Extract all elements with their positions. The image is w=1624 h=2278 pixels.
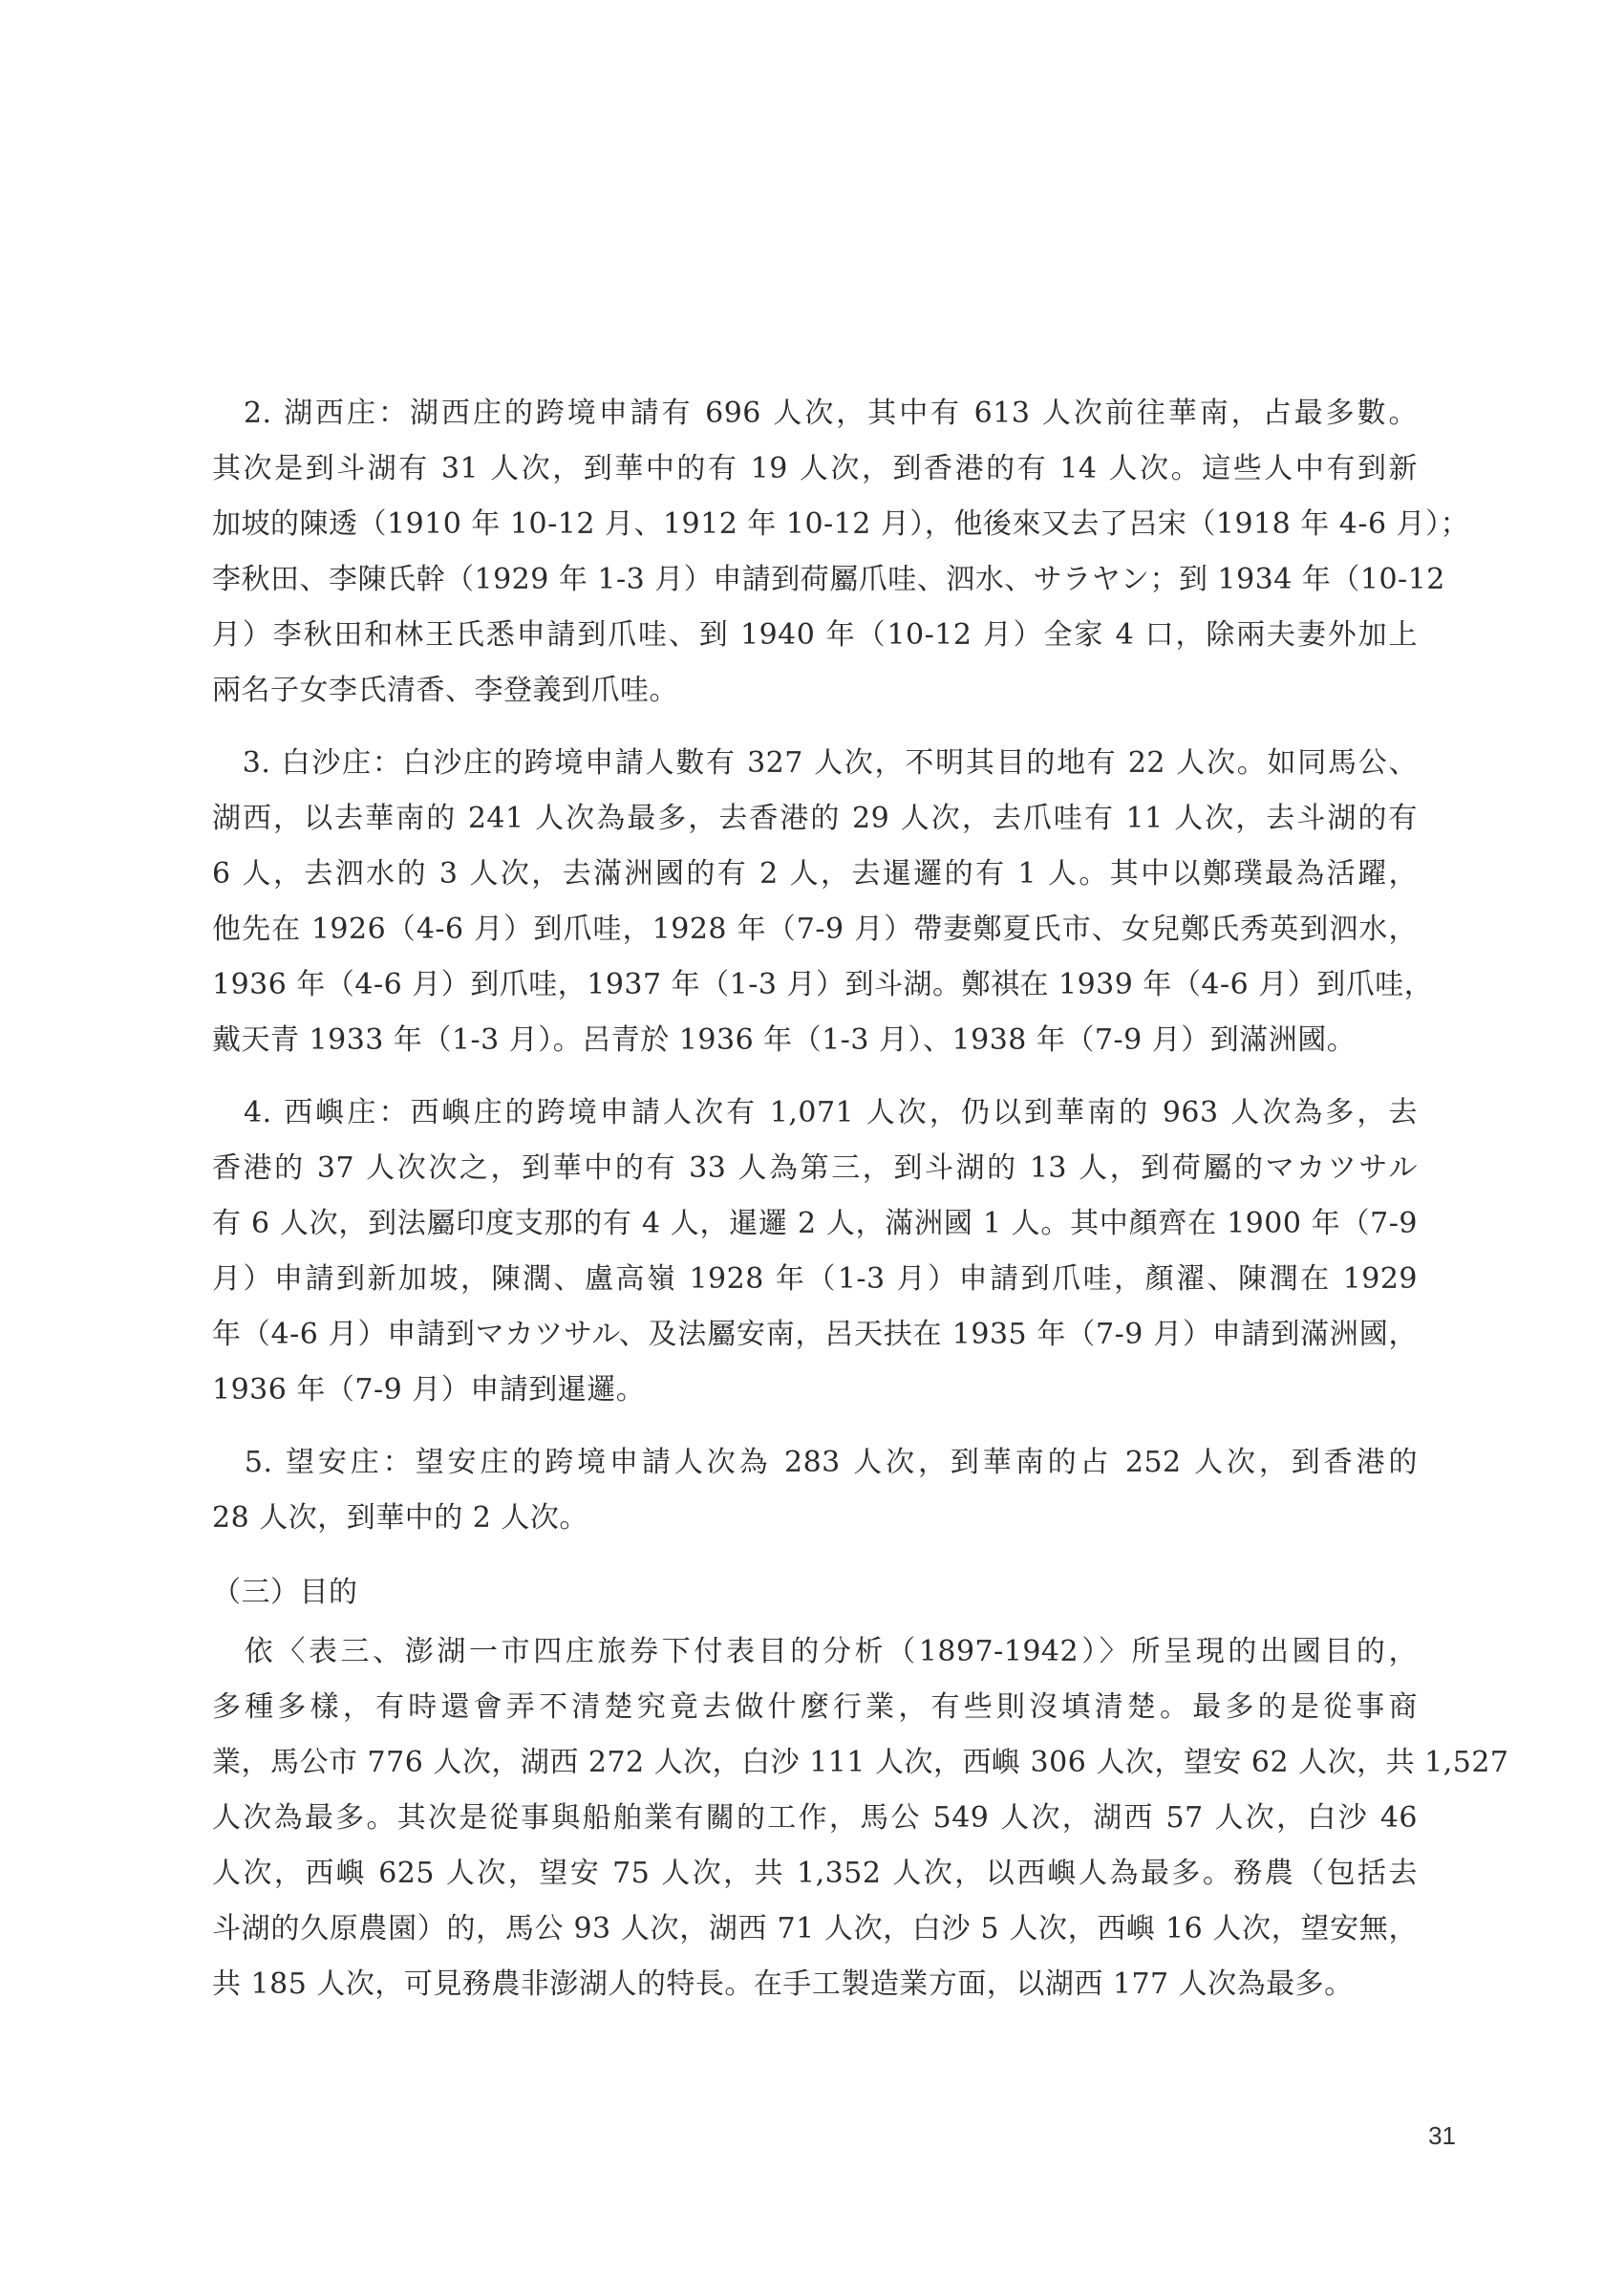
text-line: 加坡的陳透（1910 年 10-12 月、1912 年 10-12 月），他後來又去了呂宋（1918 年 4-6 月）； bbox=[212, 507, 1470, 541]
page-number: 31 bbox=[1428, 2121, 1456, 2150]
paragraph-baisha bbox=[212, 736, 1434, 1068]
text-line: 4. 西嶼庄：西嶼庄的跨境申請人次有 1,071 人次，仍以到華南的 963 人次為多，去 bbox=[212, 1096, 1418, 1129]
text-line: 業，馬公市 776 人次，湖西 272 人次，白沙 111 人次，西嶼 306 人次，望安 62 人次，共 1,527 bbox=[212, 1746, 1509, 1779]
text-line: 有 6 人次，到法屬印度支那的有 4 人，暹邏 2 人，滿洲國 1 人。其中顏齊在 1900 年（7-9 bbox=[212, 1207, 1418, 1240]
paragraph-xiyu bbox=[212, 1085, 1418, 1418]
text-line: 戴天青 1933 年（1-3 月）。呂青於 1936 年（1-3 月）、1938 年（7-9 月）到滿洲國。 bbox=[212, 1023, 1357, 1057]
text-line: 月）李秋田和林王氏悉申請到爪哇、到 1940 年（10-12 月）全家 4 口，除兩夫妻外加上 bbox=[212, 618, 1418, 652]
section-heading: （三）目的 bbox=[212, 1576, 358, 1609]
text-line: 依〈表三、澎湖一市四庄旅券下付表目的分析（1897-1942）〉所呈現的出國目的， bbox=[212, 1635, 1418, 1668]
text-line: 他先在 1926（4-6 月）到爪哇，1928 年（7-9 月）帶妻鄭夏氏市、女兒鄭氏秀英到泗水， bbox=[212, 913, 1418, 946]
text-line: 其次是到斗湖有 31 人次，到華中的有 19 人次，到香港的有 14 人次。這些人中有到新 bbox=[212, 452, 1418, 485]
body-text bbox=[212, 386, 1509, 2012]
text-line: 香港的 37 人次次之，到華中的有 33 人為第三，到斗湖的 13 人，到荷屬的マカツサル bbox=[212, 1151, 1418, 1185]
text-line: 1936 年（7-9 月）申請到暹邏。 bbox=[212, 1373, 646, 1407]
text-line: 人次為最多。其次是從事與船舶業有關的工作，馬公 549 人次，湖西 57 人次，白沙 46 bbox=[212, 1801, 1418, 1835]
text-line: 兩名子女李氏清香、李登義到爪哇。 bbox=[212, 674, 678, 707]
paragraph-huxi bbox=[212, 386, 1470, 719]
text-line: 月）申請到新加坡，陳濶、盧高嶺 1928 年（1-3 月）申請到爪哇，顏濯、陳潤在 1929 bbox=[212, 1262, 1418, 1296]
text-line: 6 人，去泗水的 3 人次，去滿洲國的有 2 人，去暹邏的有 1 人。其中以鄭璞最為活躍， bbox=[212, 857, 1418, 891]
text-line: 2. 湖西庄：湖西庄的跨境申請有 696 人次，其中有 613 人次前往華南，占最多數。 bbox=[212, 397, 1418, 430]
text-line: 年（4-6 月）申請到マカツサル、及法屬安南，呂天扶在 1935 年（7-9 月）申請到滿洲國， bbox=[212, 1318, 1418, 1351]
text-line: 1936 年（4-6 月）到爪哇，1937 年（1-3 月）到斗湖。鄭祺在 1939 年（4-6 月）到爪哇， bbox=[212, 968, 1434, 1001]
text-line: 斗湖的久原農園）的，馬公 93 人次，湖西 71 人次，白沙 5 人次，西嶼 16 人次，望安無， bbox=[212, 1912, 1418, 1945]
text-line: 多種多樣，有時還會弄不清楚究竟去做什麼行業，有些則沒填清楚。最多的是從事商 bbox=[212, 1690, 1418, 1724]
text-line: 人次，西嶼 625 人次，望安 75 人次，共 1,352 人次，以西嶼人為最多。務農（包括去 bbox=[212, 1857, 1418, 1890]
text-line: 28 人次，到華中的 2 人次。 bbox=[212, 1501, 588, 1535]
text-line: 湖西，以去華南的 241 人次為最多，去香港的 29 人次，去爪哇有 11 人次，去斗湖的有 bbox=[212, 802, 1418, 835]
text-line: 李秋田、李陳氏幹（1929 年 1-3 月）申請到荷屬爪哇、泗水、サラヤン；到 1934 年（10-12 bbox=[212, 563, 1445, 596]
paragraph-purpose bbox=[212, 1624, 1509, 2012]
text-line: 共 185 人次，可見務農非澎湖人的特長。在手工製造業方面，以湖西 177 人次為最多。 bbox=[212, 1967, 1354, 2001]
text-line: 3. 白沙庄：白沙庄的跨境申請人數有 327 人次，不明其目的地有 22 人次。如同馬公、 bbox=[212, 746, 1418, 780]
text-line: 5. 望安庄：望安庄的跨境申請人次為 283 人次，到華南的占 252 人次，到香港的 bbox=[212, 1446, 1418, 1479]
paragraph-wangan bbox=[212, 1435, 1418, 1546]
